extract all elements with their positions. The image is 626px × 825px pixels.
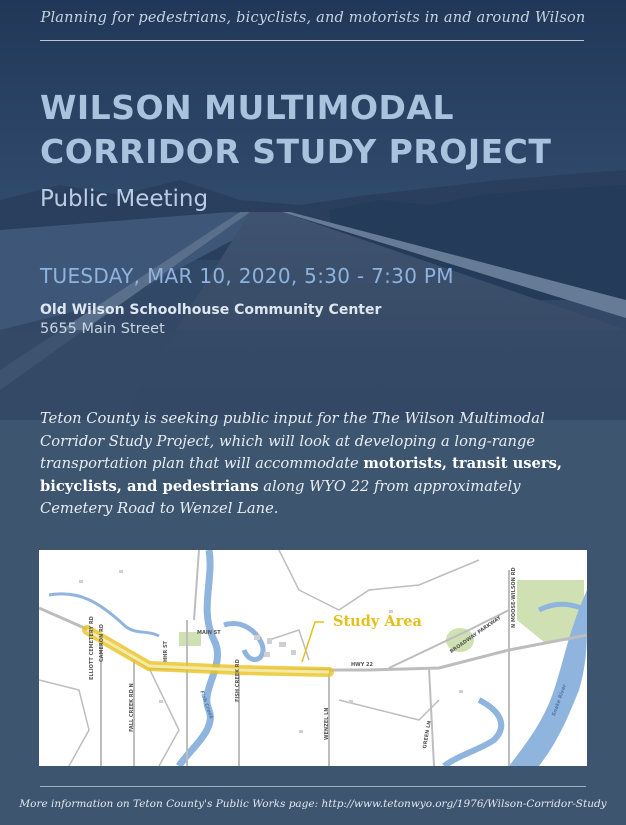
building-footprints xyxy=(79,570,463,733)
title-line-2: CORRIDOR STUDY PROJECT xyxy=(40,132,552,171)
footer-info: More information on Teton County's Public Works page: http://www.tetonwyo.org/1976/Wilson-Corridor-Study xyxy=(19,798,607,810)
road-label-n-moose-wilson: N MOOSE-WILSON RD xyxy=(511,567,517,628)
page-subtitle: Public Meeting xyxy=(40,186,209,212)
fish-creek-branch xyxy=(224,624,263,660)
study-area-label: Study Area xyxy=(333,613,422,630)
road-label-hhr: HHR ST xyxy=(163,641,169,662)
study-area-callout xyxy=(302,622,324,662)
event-address: 5655 Main Street xyxy=(40,321,165,337)
top-divider xyxy=(40,40,584,41)
intro-text-part1: Teton County is seeking public input for the The Wilson Multimodal Corridor Study Project, which will look at developing a long-range transportation plan that will accommodate xyxy=(40,410,545,472)
event-date-time: TUESDAY, MAR 10, 2020, 5:30 - 7:30 PM xyxy=(40,264,454,288)
road-label-cameron: CAMERON RD xyxy=(99,624,105,662)
map-graphic xyxy=(39,550,587,766)
event-venue: Old Wilson Schoolhouse Community Center xyxy=(40,302,382,318)
river-channel xyxy=(444,700,501,766)
bottom-divider xyxy=(40,786,586,787)
river-label-fish-creek: Fish Creek xyxy=(198,690,215,720)
intro-paragraph xyxy=(40,408,588,521)
intro-highlight: motorists, transit users, bicyclists, and pedestrians xyxy=(40,455,563,495)
page-title xyxy=(40,86,610,174)
road-label-green: GREEN LN xyxy=(422,720,433,750)
road-label-fish-creek-rd: FISH CREEK RD xyxy=(235,659,241,702)
study-area-map xyxy=(39,550,587,766)
road-network xyxy=(39,550,587,766)
road-label-elliott-cemetery: ELLIOTT CEMETERY RD xyxy=(89,616,95,680)
fish-creek-river xyxy=(179,550,218,766)
road-label-fall-creek: FALL CREEK RD N xyxy=(129,683,135,732)
road-label-broadway: BROADWAY PARKWAY xyxy=(449,615,503,655)
road-label-wenzel: WENZEL LN xyxy=(324,707,330,740)
tagline: Planning for pedestrians, bicyclists, and motorists in and around Wilson xyxy=(40,10,586,26)
river-label-snake: Snake River xyxy=(551,683,569,718)
title-line-1: WILSON MULTIMODAL xyxy=(40,88,454,127)
road-label-main-st: MAIN ST xyxy=(197,630,221,636)
intro-text-part2: along WYO 22 from approximately Cemetery Road to Wenzel Lane. xyxy=(40,477,521,517)
road-label-hwy22: HWY 22 xyxy=(351,662,374,668)
